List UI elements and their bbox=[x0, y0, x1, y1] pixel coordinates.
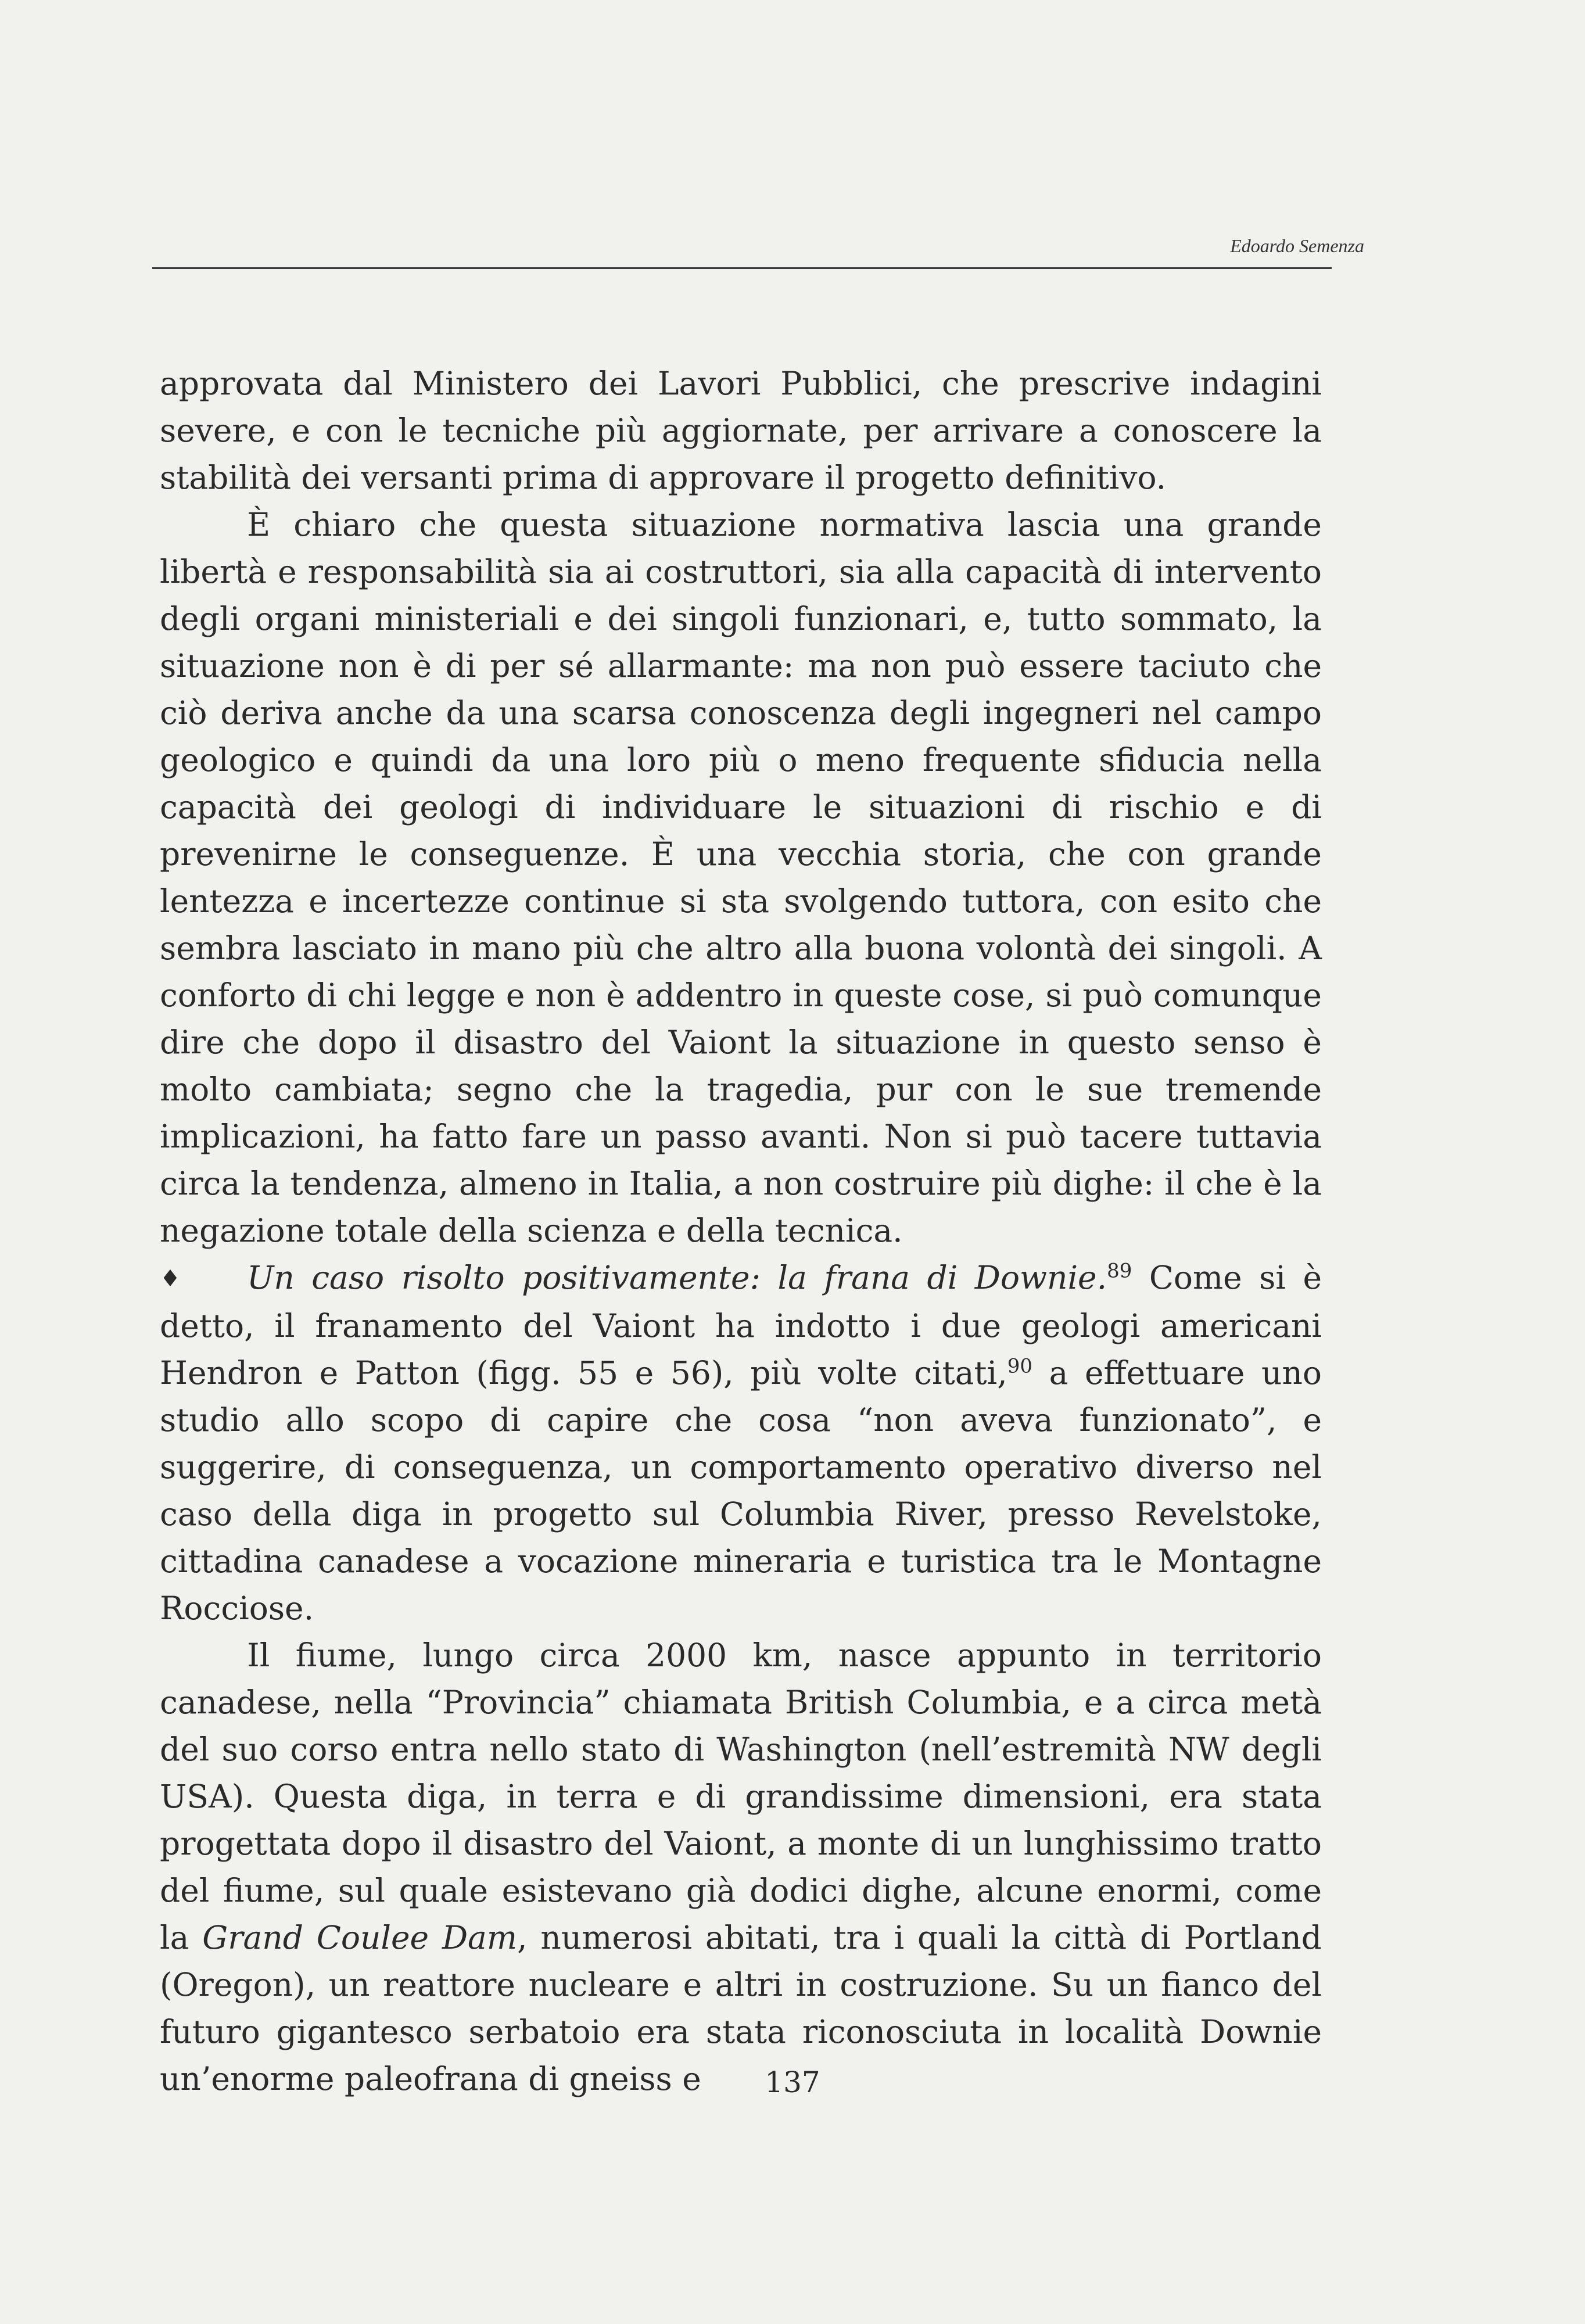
footnote-ref-89: 89 bbox=[1107, 1259, 1132, 1283]
running-header-author: Edoardo Semenza bbox=[1230, 235, 1364, 256]
paragraph-4-text-2: , numerosi abitati, tra i quali la città di Portland (Oregon), un reattore nucleare e altri in costruzione. Su un fianco del futuro gigantesco serbatoio era stata riconosciuta in località Downie un’enorme paleofrana di gneiss e bbox=[160, 1919, 1322, 2097]
header-rule bbox=[152, 267, 1332, 269]
paragraph-4-text-1: Il fiume, lungo circa 2000 km, nasce appunto in territorio canadese, nella “Provincia” chiamata British Columbia, e a circa metà del suo corso entra nello stato di Washington (nell’estremità NW degli USA). Questa diga, in terra e di grandissime dimensioni, era stata progettata dopo il disastro del Vaiont, a monte di un lunghissimo tratto del fiume, sul quale esistevano già dodici dighe, alcune enormi, come la bbox=[160, 1637, 1322, 1956]
paragraph-3-text-2: a effettuare uno studio allo scopo di capire che cosa “non aveva funzionato”, e suggerire, di conseguenza, un comportamento operativo diverso nel caso della diga in progetto sul Columbia River, presso Revelstoke, cittadina canadese a vocazione mineraria e turistica tra le Montagne Rocciose. bbox=[160, 1354, 1322, 1627]
paragraph-4 bbox=[160, 1632, 1322, 2103]
paragraph-1: approvata dal Ministero dei Lavori Pubblici, che prescrive indagini severe, e con le tecniche più aggiornate, per arrivare a conoscere la stabilità dei versanti prima di approvare il progetto definitivo. bbox=[160, 365, 1322, 496]
dam-name: Grand Coulee Dam bbox=[202, 1919, 518, 1956]
page-number: 137 bbox=[765, 2065, 820, 2099]
section-heading: Un caso risolto positivamente: la frana di Downie. bbox=[247, 1259, 1107, 1296]
footnote-ref-90: 90 bbox=[1007, 1354, 1032, 1378]
paragraph-2: È chiaro che questa situazione normativa lascia una grande libertà e responsabilità sia ai costruttori, sia alla capacità di intervento degli organi ministeriali e dei singoli funzionari, e, tutto sommato, la situazione non è di per sé allarmante: ma non può essere taciuto che ciò deriva anche da una scarsa conoscenza degli ingegneri nel campo geologico e quindi da una loro più o meno frequente sfiducia nella capacità dei geologi di individuare le situazioni di rischio e di prevenirne le conseguenze. È una vecchia storia, che con grande lentezza e incertezze continue si sta svolgendo tuttora, con esito che sembra lasciato in mano più che altro alla buona volontà dei singoli. A conforto di chi legge e non è addentro in queste cose, si può comunque dire che dopo il disastro del Vaiont la situazione in questo senso è molto cambiata; segno che la tragedia, pur con le sue tremende implicazioni, ha fatto fare un passo avanti. Non si può tacere tuttavia circa la tendenza, almeno in Italia, a non costruire più dighe: il che è la negazione totale della scienza e della tecnica. bbox=[160, 506, 1322, 1249]
paragraph-3 bbox=[160, 1254, 1322, 1632]
diamond-bullet-icon: ♦ bbox=[160, 1265, 181, 1292]
body-text bbox=[160, 360, 1322, 2103]
paragraph-3-text-1: Come si è detto, il franamento del Vaiont ha indotto i due geologi americani Hendron e Patton (figg. 55 e 56), più volte citati, bbox=[160, 1259, 1322, 1391]
